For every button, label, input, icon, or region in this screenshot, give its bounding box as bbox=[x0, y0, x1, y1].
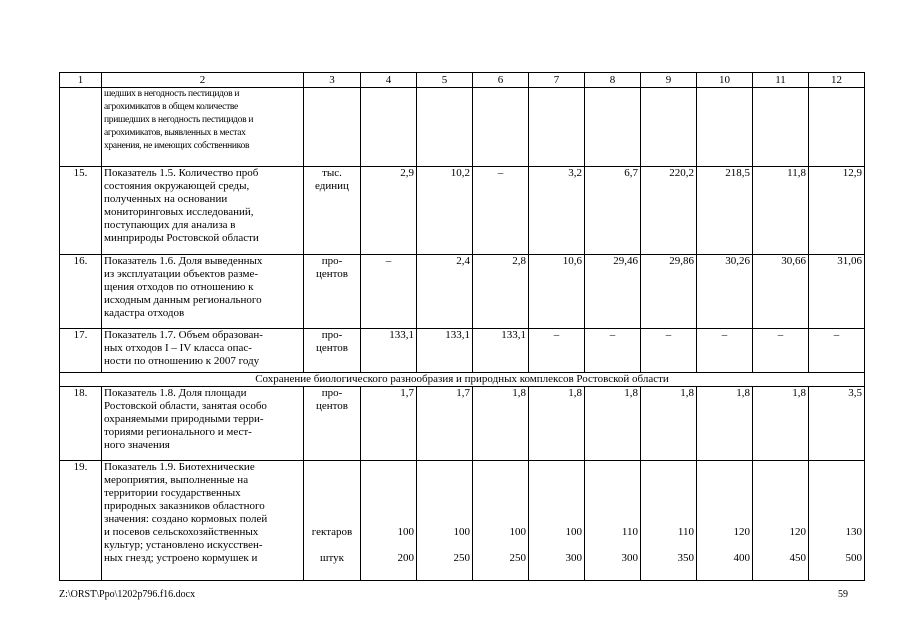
value-cell bbox=[361, 461, 417, 581]
value-cell: 1,8 bbox=[585, 387, 641, 461]
indicators-table bbox=[59, 72, 865, 581]
value-line: 100 bbox=[397, 526, 414, 538]
indicator-description bbox=[102, 387, 304, 461]
value-cell: 29,46 bbox=[585, 255, 641, 329]
description-line: значения: создано кормовых полей bbox=[104, 513, 268, 525]
value-line: 120 bbox=[733, 526, 750, 538]
value-cell bbox=[585, 88, 641, 167]
value-cell: – bbox=[697, 329, 753, 373]
header-row bbox=[60, 73, 865, 88]
value-cell bbox=[753, 88, 809, 167]
value-cell: – bbox=[641, 329, 697, 373]
value-line: 250 bbox=[509, 552, 526, 564]
value-line: 130 bbox=[845, 526, 862, 538]
value-cell: – bbox=[585, 329, 641, 373]
row-number: 17. bbox=[60, 329, 102, 373]
description-line: из эксплуатации объектов разме- bbox=[104, 268, 258, 280]
description-line: ных гнезд; устроено кормушек и bbox=[104, 552, 258, 564]
value-cell bbox=[809, 461, 865, 581]
value-cell: – bbox=[809, 329, 865, 373]
value-cell: – bbox=[529, 329, 585, 373]
unit-line: штук bbox=[320, 552, 344, 564]
unit-line: центов bbox=[315, 268, 348, 280]
description-line: природных заказников областного bbox=[104, 500, 265, 512]
description-line: агрохимикатов, выявленных в местах bbox=[104, 128, 246, 138]
value-cell bbox=[529, 88, 585, 167]
header-cell: 3 bbox=[304, 73, 361, 88]
value-cell: 2,4 bbox=[417, 255, 473, 329]
value-line: 350 bbox=[677, 552, 694, 564]
value-line: 100 bbox=[565, 526, 582, 538]
value-cell bbox=[417, 461, 473, 581]
description-line: мониторинговых исследований, bbox=[104, 206, 254, 218]
unit-cell bbox=[304, 167, 361, 255]
value-cell: 220,2 bbox=[641, 167, 697, 255]
value-cell bbox=[697, 461, 753, 581]
value-cell: 31,06 bbox=[809, 255, 865, 329]
description-line: охраняемыми природными терри- bbox=[104, 413, 264, 425]
description-line: культур; установлено искусствен- bbox=[104, 539, 263, 551]
header-cell: 9 bbox=[641, 73, 697, 88]
header-cell: 8 bbox=[585, 73, 641, 88]
table-row bbox=[60, 329, 865, 373]
unit-cell bbox=[304, 88, 361, 167]
description-line: территории государственных bbox=[104, 487, 241, 499]
unit-line: про- bbox=[321, 329, 343, 341]
value-cell: 29,86 bbox=[641, 255, 697, 329]
value-cell: 1,8 bbox=[697, 387, 753, 461]
description-line: Показатель 1.5. Количество проб bbox=[104, 167, 259, 179]
unit-line: про- bbox=[321, 387, 343, 399]
value-cell bbox=[473, 461, 529, 581]
description-line: поступающих для анализа в bbox=[104, 219, 236, 231]
value-cell bbox=[697, 88, 753, 167]
description-line: состояния окружающей среды, bbox=[104, 180, 250, 192]
description-line: Показатель 1.9. Биотехнические bbox=[104, 461, 255, 473]
spacer bbox=[306, 539, 358, 552]
unit-line: единиц bbox=[315, 180, 349, 192]
section-title: Сохранение биологического разнообразия и природных комплексов Ростовской области bbox=[60, 373, 865, 387]
description-line: Показатель 1.7. Объем образован- bbox=[104, 329, 263, 341]
file-path: Z:\ORST\Ppo\1202p796.f16.docx bbox=[59, 589, 196, 600]
unit-cell bbox=[304, 255, 361, 329]
header-cell: 4 bbox=[361, 73, 417, 88]
description-line: пришедших в негодность пестицидов и bbox=[104, 115, 254, 125]
row-number: 16. bbox=[60, 255, 102, 329]
header-cell: 11 bbox=[753, 73, 809, 88]
indicator-description bbox=[102, 255, 304, 329]
value-cell: 2,9 bbox=[361, 167, 417, 255]
header-cell: 12 bbox=[809, 73, 865, 88]
description-line: щения отходов по отношению к bbox=[104, 281, 254, 293]
unit-line: центов bbox=[315, 342, 348, 354]
value-cell: 218,5 bbox=[697, 167, 753, 255]
row-number: 18. bbox=[60, 387, 102, 461]
value-cell: – bbox=[473, 167, 529, 255]
value-cell: 1,8 bbox=[473, 387, 529, 461]
value-cell bbox=[641, 88, 697, 167]
value-cell: 12,9 bbox=[809, 167, 865, 255]
value-cell bbox=[417, 88, 473, 167]
unit-cell bbox=[304, 329, 361, 373]
value-cell: 1,7 bbox=[417, 387, 473, 461]
page-number: 59 bbox=[838, 589, 848, 600]
value-cell: 30,66 bbox=[753, 255, 809, 329]
value-line: 100 bbox=[453, 526, 470, 538]
value-line: 110 bbox=[677, 526, 694, 538]
value-cell bbox=[641, 461, 697, 581]
description-line: хранения, не имеющих собственников bbox=[104, 141, 250, 151]
header-cell: 5 bbox=[417, 73, 473, 88]
value-cell bbox=[473, 88, 529, 167]
description-line: ного значения bbox=[104, 439, 170, 451]
value-cell: 3,5 bbox=[809, 387, 865, 461]
value-line: 110 bbox=[621, 526, 638, 538]
unit-line: про- bbox=[321, 255, 343, 267]
value-cell: 1,8 bbox=[529, 387, 585, 461]
description-line: и посевов сельскохозяйственных bbox=[104, 526, 259, 538]
table-row bbox=[60, 387, 865, 461]
value-cell bbox=[529, 461, 585, 581]
description-line: агрохимикатов в общем количестве bbox=[104, 102, 238, 112]
row-number: 19. bbox=[60, 461, 102, 581]
description-line: мероприятия, выполненные на bbox=[104, 474, 249, 486]
table-row bbox=[60, 461, 865, 581]
value-cell: – bbox=[361, 255, 417, 329]
value-cell bbox=[361, 88, 417, 167]
value-line: 500 bbox=[845, 552, 862, 564]
value-line: 300 bbox=[565, 552, 582, 564]
unit-cell bbox=[304, 387, 361, 461]
header-cell: 1 bbox=[60, 73, 102, 88]
description-line: полученных на основании bbox=[104, 193, 228, 205]
description-line: Показатель 1.8. Доля площади bbox=[104, 387, 247, 399]
value-cell: 10,6 bbox=[529, 255, 585, 329]
table-row bbox=[60, 167, 865, 255]
value-line: 300 bbox=[621, 552, 638, 564]
value-line: 400 bbox=[733, 552, 750, 564]
indicator-description bbox=[102, 167, 304, 255]
value-cell: 11,8 bbox=[753, 167, 809, 255]
description-line: исходным данным регионального bbox=[104, 294, 262, 306]
description-line: ности по отношению к 2007 году bbox=[104, 355, 260, 367]
indicator-description bbox=[102, 88, 304, 167]
description-line: Показатель 1.6. Доля выведенных bbox=[104, 255, 263, 267]
value-cell: 1,8 bbox=[753, 387, 809, 461]
spacer bbox=[306, 461, 358, 526]
value-cell: – bbox=[753, 329, 809, 373]
value-cell bbox=[585, 461, 641, 581]
unit-line: тыс. bbox=[322, 167, 342, 179]
header-cell: 6 bbox=[473, 73, 529, 88]
table-body bbox=[60, 73, 865, 581]
value-cell: 133,1 bbox=[473, 329, 529, 373]
row-number bbox=[60, 88, 102, 167]
value-cell: 1,8 bbox=[641, 387, 697, 461]
value-line: 120 bbox=[789, 526, 806, 538]
value-cell: 6,7 bbox=[585, 167, 641, 255]
header-cell: 2 bbox=[102, 73, 304, 88]
unit-line: центов bbox=[315, 400, 348, 412]
value-cell bbox=[753, 461, 809, 581]
description-line: ных отходов I – IV класса опас- bbox=[104, 342, 252, 354]
value-cell: 1,7 bbox=[361, 387, 417, 461]
section-row bbox=[60, 373, 865, 387]
description-line: ториями регионального и мест- bbox=[104, 426, 252, 438]
description-line: шедших в негодность пестицидов и bbox=[104, 89, 240, 99]
value-cell: 133,1 bbox=[361, 329, 417, 373]
value-line: 100 bbox=[509, 526, 526, 538]
value-cell: 133,1 bbox=[417, 329, 473, 373]
row-number: 15. bbox=[60, 167, 102, 255]
value-cell bbox=[809, 88, 865, 167]
unit-line: гектаров bbox=[311, 526, 353, 538]
value-line: 250 bbox=[453, 552, 470, 564]
description-line: минприроды Ростовской области bbox=[104, 232, 259, 244]
indicator-description bbox=[102, 461, 304, 581]
header-cell: 7 bbox=[529, 73, 585, 88]
value-cell: 2,8 bbox=[473, 255, 529, 329]
table-row bbox=[60, 255, 865, 329]
indicator-description bbox=[102, 329, 304, 373]
table-row bbox=[60, 88, 865, 167]
value-line: 450 bbox=[789, 552, 806, 564]
header-cell: 10 bbox=[697, 73, 753, 88]
value-cell: 30,26 bbox=[697, 255, 753, 329]
unit-cell bbox=[304, 461, 361, 581]
value-cell: 3,2 bbox=[529, 167, 585, 255]
description-line: Ростовской области, занятая особо bbox=[104, 400, 267, 412]
value-line: 200 bbox=[397, 552, 414, 564]
description-line: кадастра отходов bbox=[104, 307, 185, 319]
value-cell: 10,2 bbox=[417, 167, 473, 255]
